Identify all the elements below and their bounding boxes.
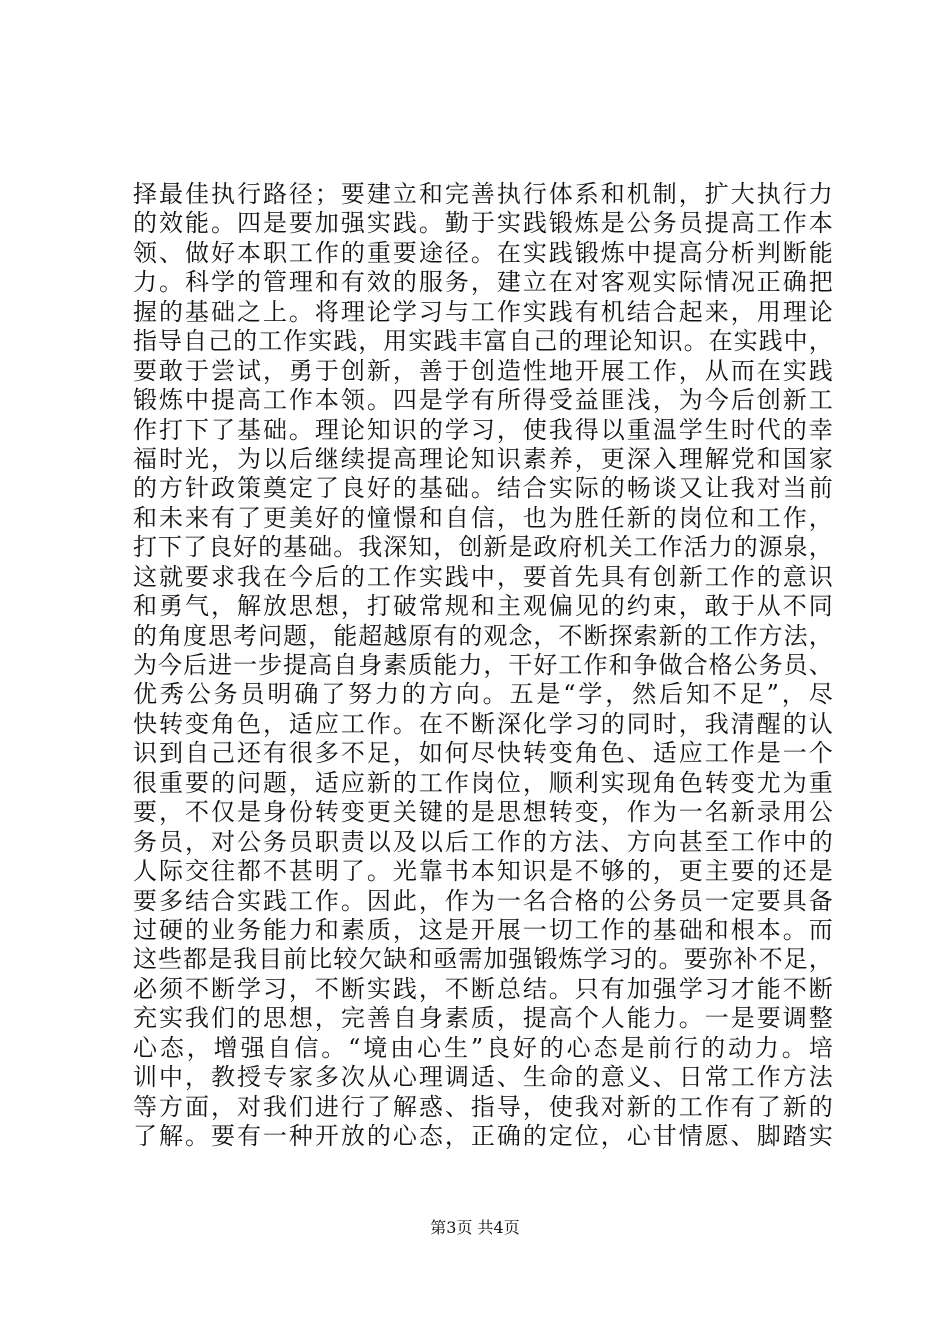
text-line: 的效能。四是要加强实践。勤于实践锻炼是公务员提高工作本 — [133, 209, 833, 238]
text-line: 很重要的问题，适应新的工作岗位，顺利实现角色转变尤为重 — [133, 768, 833, 797]
text-line: 握的基础之上。将理论学习与工作实践有机结合起来，用理论 — [133, 297, 833, 326]
text-line: 训中，教授专家多次从心理调适、生命的意义、日常工作方法 — [133, 1063, 833, 1092]
text-line: 这就要求我在今后的工作实践中，要首先具有创新工作的意识 — [133, 562, 833, 591]
text-line: 福时光，为以后继续提高理论知识素养，更深入理解党和国家 — [133, 444, 833, 473]
text-line: 要敢于尝试，勇于创新，善于创造性地开展工作，从而在实践 — [133, 356, 833, 385]
text-line: 锻炼中提高工作本领。四是学有所得受益匪浅，为今后创新工 — [133, 386, 833, 415]
text-line: 和勇气，解放思想，打破常规和主观偏见的约束，敢于从不同 — [133, 592, 833, 621]
text-line: 过硬的业务能力和素质，这是开展一切工作的基础和根本。而 — [133, 915, 833, 944]
page-number-footer: 第3页 共4页 — [430, 1218, 520, 1237]
text-line: 快转变角色，适应工作。在不断深化学习的同时，我清醒的认 — [133, 709, 833, 738]
text-line: 了解。要有一种开放的心态，正确的定位，心甘情愿、脚踏实 — [133, 1122, 833, 1150]
text-line: 领、做好本职工作的重要途径。在实践锻炼中提高分析判断能 — [133, 238, 833, 267]
text-line: 和未来有了更美好的憧憬和自信，也为胜任新的岗位和工作， — [133, 503, 833, 532]
text-line: 识到自己还有很多不足，如何尽快转变角色、适应工作是一个 — [133, 739, 833, 768]
body-text — [133, 180, 833, 1151]
text-line: 人际交往都不甚明了。光靠书本知识是不够的，更主要的还是 — [133, 857, 833, 886]
text-line: 优秀公务员明确了努力的方向。五是“学，然后知不足”，尽 — [133, 680, 833, 709]
text-line: 等方面，对我们进行了解惑、指导，使我对新的工作有了新的 — [133, 1092, 833, 1121]
text-line: 打下了良好的基础。我深知，创新是政府机关工作活力的源泉， — [133, 533, 833, 562]
text-line: 的方针政策奠定了良好的基础。结合实际的畅谈又让我对当前 — [133, 474, 833, 503]
text-line: 为今后进一步提高自身素质能力，干好工作和争做合格公务员、 — [133, 651, 833, 679]
text-line: 这些都是我目前比较欠缺和亟需加强锻炼学习的。要弥补不足， — [133, 945, 833, 974]
text-line: 务员，对公务员职责以及以后工作的方法、方向甚至工作中的 — [133, 827, 833, 856]
text-line: 的角度思考问题，能超越原有的观念，不断探索新的工作方法， — [133, 621, 833, 650]
text-line: 心态，增强自信。“境由心生”良好的心态是前行的动力。培 — [133, 1033, 833, 1062]
text-line: 要多结合实践工作。因此，作为一名合格的公务员一定要具备 — [133, 886, 833, 915]
text-line: 要，不仅是身份转变更关键的是思想转变，作为一名新录用公 — [133, 798, 833, 827]
text-line: 力。科学的管理和有效的服务，建立在对客观实际情况正确把 — [133, 268, 833, 297]
text-line: 指导自己的工作实践，用实践丰富自己的理论知识。在实践中， — [133, 327, 833, 356]
text-line: 作打下了基础。理论知识的学习，使我得以重温学生时代的幸 — [133, 415, 833, 444]
text-line: 必须不断学习，不断实践，不断总结。只有加强学习才能不断 — [133, 974, 833, 1003]
text-line: 择最佳执行路径；要建立和完善执行体系和机制，扩大执行力 — [133, 180, 833, 208]
text-line: 充实我们的思想，完善自身素质，提高个人能力。一是要调整 — [133, 1004, 833, 1033]
